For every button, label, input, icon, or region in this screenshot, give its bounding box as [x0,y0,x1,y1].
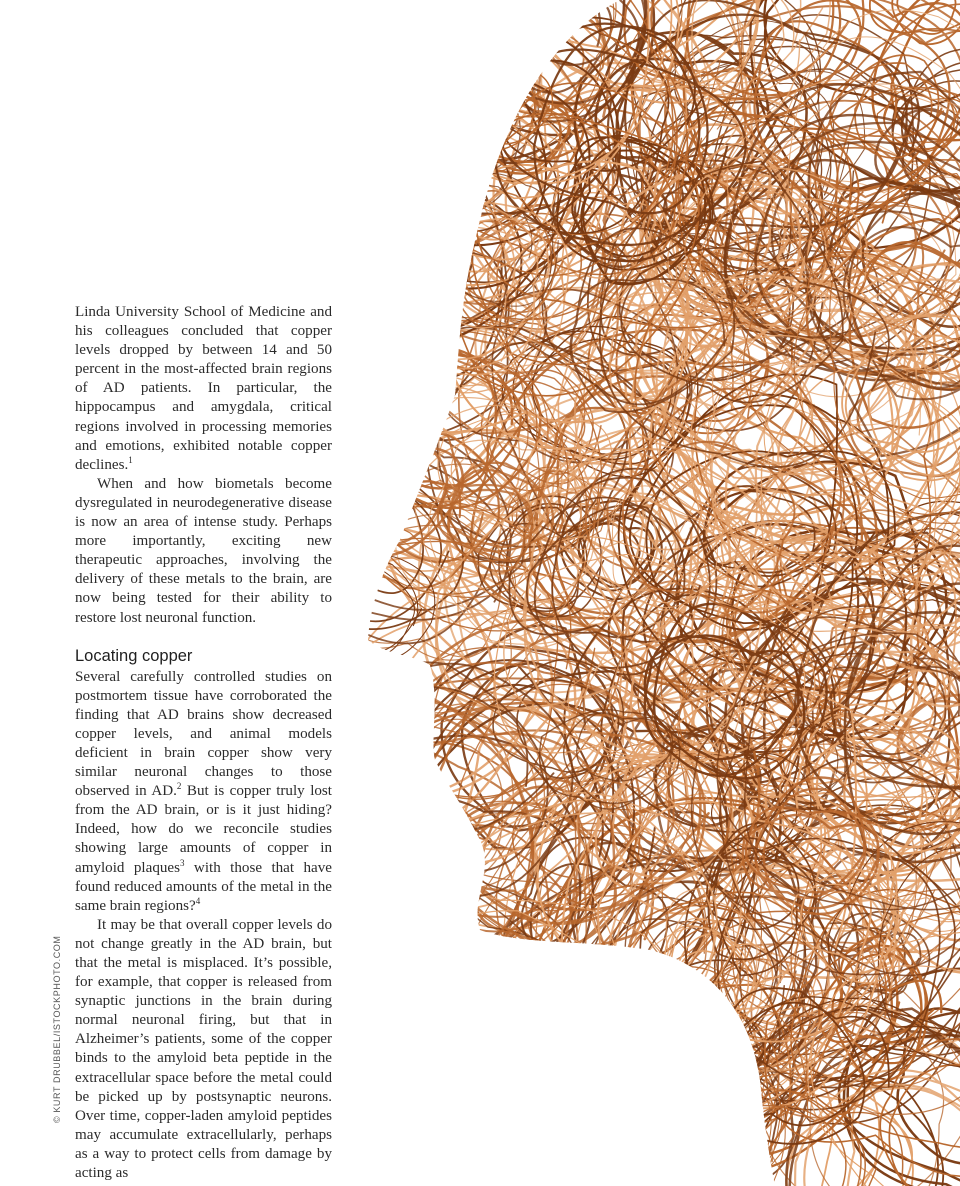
copper-wire-strand [390,994,494,1121]
intro-paragraph-1-text: Linda University School of Medicine and his colleagues concluded that copper levels dropped by between 14 and 50 percent in the most-affected brain regions of AD patients. In particular, the hippocampus and amygdala, critical regions involved in processing memories and emotions, exhibited notable copper declines. [75,304,332,473]
copper-wire-strand [330,1046,479,1186]
copper-wire-strand [354,962,475,1097]
section-paragraph-1-part1: Several carefully controlled studies on postmortem tissue have corroborated the finding that AD brains show decreased copper levels, and animal models deficient in brain copper show very similar neuronal changes to those observed in AD. [75,668,332,800]
footnote-ref-2: 2 [176,781,182,792]
copper-wire-strand [330,963,658,1186]
copper-wire-strand [330,0,514,219]
copper-wire-strand [330,1082,510,1186]
intro-paragraph-1 [75,303,332,475]
copper-wire-strand [626,1103,772,1186]
copper-wire-strand [470,1018,654,1186]
copper-wire-strand [332,898,421,994]
section-paragraph-1 [75,668,332,916]
section-heading: Locating copper [75,646,193,665]
copper-wire-strand [454,963,703,1186]
copper-wire-strand [338,218,426,319]
section-paragraph-1-part3: with those that have found reduced amounts of the metal in the same brain regions? [75,859,332,914]
copper-wire-strand [363,1082,484,1173]
footnote-ref-1: 1 [128,454,133,465]
copper-wire-head-illustration [330,0,960,1186]
photo-credit: © KURT DRUBBEL/ISTOCKPHOTO.COM [52,935,62,1123]
section-paragraph-2: It may be that overall copper levels do not change greatly in the AD brain, but that the metal is misplaced. It’s possible, for example, that copper is released from synaptic junctions in the brain during normal neuronal firing, but that in Alzheimer’s patients, some of the copper binds to the amyloid beta peptide in the extracellular space before the metal could be picked up by postsynaptic neurons. Over time, copper-laden amyloid peptides may accumulate extracellularly, perhaps as a way to protect cells from damage by acting as [75,916,332,1182]
copper-wire-strand [431,1122,567,1186]
copper-wire-strand [367,0,490,79]
section-paragraph-1-part2: But is copper truly lost from the AD brain, or is it just hiding? Indeed, how do we reconcile studies showing large amounts of copper in amyloid plaques [75,783,333,876]
footnote-ref-4: 4 [195,895,201,906]
article-text-column [75,303,332,1183]
copper-wire-strand [342,0,519,134]
copper-wire-strand [455,1030,659,1186]
copper-wire-strand [330,428,463,556]
copper-wire-strand [432,961,645,1127]
footnote-ref-3: 3 [180,857,185,868]
copper-wire-strand [330,108,483,296]
copper-wire-strand [330,1003,454,1161]
copper-wire-strand [536,949,697,1094]
intro-paragraph-2: When and how biometals become dysregulated in neurodegenerative disease is now an area of intense study. Perhaps more importantly, exciting new therapeutic approaches, involving the delivery of these metals to the brain, are now being tested for their ability to restore lost neuronal function. [75,475,332,626]
copper-wire-strand [363,1003,622,1186]
copper-wire-strand [475,979,710,1186]
